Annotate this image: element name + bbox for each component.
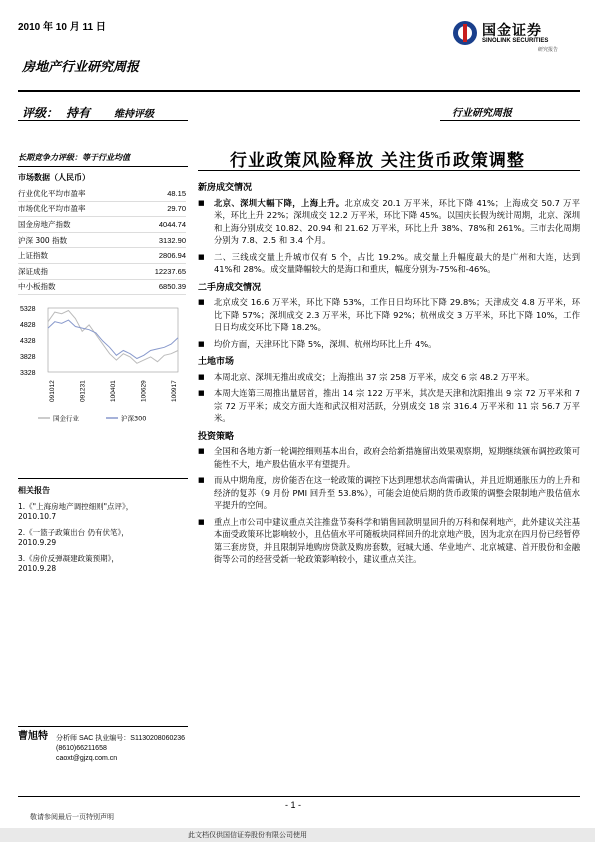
- report-text: 1.《"上海房地产调控细则"点评》，: [18, 501, 134, 511]
- list-item: [198, 516, 580, 566]
- market-value: 12237.65: [133, 263, 186, 279]
- list-item: [198, 251, 580, 276]
- market-row: [18, 232, 186, 248]
- analyst-license: 分析师 SAC 执业编号：S1130208060236: [56, 735, 186, 742]
- divider: [18, 796, 580, 797]
- x-tick-label: 100401: [110, 380, 117, 402]
- list-item: [198, 371, 580, 384]
- section-list: [198, 197, 580, 276]
- market-label: 上证指数: [18, 248, 133, 264]
- analyst-email[interactable]: caoxt@gjzq.com.cn: [56, 755, 118, 762]
- list-item: [198, 445, 580, 470]
- divider: [18, 90, 580, 92]
- market-value: 2806.94: [133, 248, 186, 264]
- item-text: 重点上市公司中建议重点关注推盘节奏科学和销售回款明显回升的万科和保利地产，此外建议关注基本面受政策环比影响较小，且估值水平可随板块同样回升的北京地产股，因为北京在四月份已经暂停第三套房贷，并且限制异地购房贷款及购房套数，冠城大通、华业地产、北京城建、首开股份和金融街等公司的经营受新一轮政策影响较小，建议重点关注。: [214, 516, 580, 564]
- rating-sub: 维持评级: [114, 109, 155, 120]
- report-item[interactable]: [18, 554, 188, 575]
- item-text: 均价方面，天津环比下降 5%，深圳、杭州均环比上升 4%。: [214, 338, 437, 349]
- divider: [18, 120, 188, 121]
- section-list: [198, 371, 580, 425]
- y-tick-label: 5328: [20, 306, 36, 313]
- x-tick-label: 100917: [171, 380, 178, 402]
- list-item: [198, 296, 580, 334]
- item-text: 北京成交 20.1 万平米，环比下降 41%；上海成交 50.7 万平米，环比上升 22%；深圳成交 12.2 万平米，环比下降 45%。以国庆长假为统计周期，北京、深圳和上海分别成交 10.82、20.94 和 21.62 万平米，环比上升 38%、78%和 261%。三市去化周期分别为 7.8、2.5 和 3.4 个月。: [214, 197, 580, 245]
- section-heading: 投资策略: [198, 431, 235, 442]
- section-list: [198, 445, 580, 566]
- disclaimer: 敬请参阅最后一页特别声明: [30, 813, 114, 821]
- market-row: [18, 263, 186, 279]
- competition-rating: 长期竞争力评级：等于行业均值: [18, 153, 130, 162]
- analyst-phone: (8610)66211658: [56, 745, 107, 752]
- x-tick-label: 091231: [79, 380, 87, 402]
- logo-mark-icon: [452, 20, 478, 46]
- rating: [22, 104, 154, 121]
- divider: [198, 170, 580, 171]
- legend-label: 国金行业: [53, 414, 79, 423]
- document-title: 房地产行业研究周报: [22, 60, 140, 75]
- market-value: 3132.90: [133, 232, 186, 248]
- report-date: 2010.9.29: [18, 538, 57, 547]
- section-heading: 新房成交情况: [198, 183, 253, 193]
- market-title: 市场数据（人民币）: [18, 173, 90, 182]
- item-lead: 北京、深圳大幅下降，上海上升。: [214, 197, 345, 208]
- report-text: 3.《房价反弹凝建政策预期》，: [18, 553, 119, 563]
- logo-en: SINOLINK SECURITIES: [482, 38, 549, 44]
- item-text: 而从中期角度，房价能否在这一轮政策的调控下达到理想状态尚需确认，并且近期通胀压力的上升和经济的复苏（9 月份 PMI 回升至 53.8%），可能会迫使后期的货币政策的调整会限制地产股估值水平提升的空间。: [214, 475, 580, 510]
- section-list: [198, 296, 580, 350]
- report-type: 行业研究周报: [452, 108, 512, 119]
- chart-svg: [18, 304, 188, 434]
- section-heading: 二手房成交情况: [198, 282, 262, 293]
- market-value: 29.70: [133, 201, 186, 217]
- divider: [18, 166, 188, 167]
- list-item: [198, 474, 580, 512]
- main-title: 行业政策风险释放 关注货币政策调整: [230, 151, 525, 171]
- market-label: 沪深 300 指数: [18, 232, 133, 248]
- item-text: 全国和各地方新一轮调控细则基本出台，政府会给新措施留出效果观察期，短期继续颁布调控政策可能性不大，地产股估值水平有望提升。: [214, 446, 580, 469]
- report-text: 2.《一篮子政策出台 仍有伏笔》，: [18, 527, 129, 537]
- market-data: [18, 172, 188, 295]
- market-label: 行业优化平均市盈率: [18, 186, 133, 201]
- item-text: 本周大连第三周推出量居首，推出 14 宗 122 万平米，其次是天津和沈阳推出 9 宗 72 万平米和 7 宗 72 万平米；成交方面大连和武汉相对活跃，分别成交 18 宗 316.4 万平米和 11 宗 56.7 万平米。: [214, 388, 580, 423]
- market-label: 国金房地产指数: [18, 217, 133, 233]
- report-date: 2010.10.7: [18, 512, 57, 521]
- item-text: 二、三线成交量上升城市仅有 5 个，占比 19.2%。成交量上升幅度最大的是广州和大连，达到 41%和 28%。成交量降幅较大的是海口和重庆，幅度分别为-75%和-46%。: [214, 251, 580, 274]
- index-chart: [18, 304, 188, 434]
- list-item: [198, 338, 580, 351]
- y-tick-label: 4328: [20, 338, 36, 345]
- analyst-name: 曹旭特: [18, 731, 48, 742]
- market-label: 市场优化平均市盈率: [18, 201, 133, 217]
- divider: [18, 478, 188, 479]
- rating-label: 评级：: [22, 106, 59, 120]
- item-text: 北京成交 16.6 万平米，环比下降 53%，工作日日均环比下降 29.8%；天津成交 4.8 万平米，环比下降 57%；深圳成交 2.3 万平米，环比下降 92%；杭州成交 3 万平米，环比下降 10%，工作日日均成交环比下降 18.2%。: [214, 297, 580, 332]
- logo-cn: 国金证券: [482, 23, 542, 39]
- series-line-1: [48, 320, 178, 358]
- y-tick-label: 4828: [20, 322, 36, 329]
- market-row: [18, 186, 186, 201]
- market-label: 深证成指: [18, 263, 133, 279]
- report-date: 2010.9.28: [18, 564, 57, 573]
- x-tick-label: 100629: [140, 380, 148, 402]
- footer-text: 此文档仅供国信证券股份有限公司使用: [188, 831, 307, 839]
- legend-label: 沪深300: [121, 414, 147, 423]
- company-logo: [452, 18, 582, 58]
- section-heading: 土地市场: [198, 357, 235, 367]
- market-value: 48.15: [133, 186, 186, 201]
- main-body: [198, 176, 580, 570]
- rating-value: 持有: [66, 106, 91, 120]
- report-date: 2010 年 10 月 11 日: [18, 22, 106, 33]
- page-number: - 1 -: [285, 800, 302, 810]
- list-item: [198, 387, 580, 425]
- divider: [440, 120, 580, 121]
- x-tick-label: 091012: [49, 380, 56, 402]
- list-item: [198, 197, 580, 247]
- series-line-0: [48, 311, 178, 364]
- market-row: [18, 217, 186, 233]
- market-value: 4044.74: [133, 217, 186, 233]
- market-row: [18, 248, 186, 264]
- y-tick-label: 3828: [20, 354, 36, 361]
- market-table: [18, 186, 186, 295]
- plot-area: [48, 308, 178, 372]
- market-row: [18, 279, 186, 295]
- y-tick-label: 3328: [20, 370, 36, 377]
- item-text: 本周北京、深圳无推出或成交；上海推出 37 宗 258 万平米，成交 6 宗 48.2 万平米。: [214, 371, 535, 382]
- related-reports: [18, 486, 188, 575]
- divider: [18, 726, 188, 727]
- logo-sub: 研究报告: [538, 47, 559, 53]
- reports-title: 相关报告: [18, 486, 50, 495]
- report-item[interactable]: [18, 528, 188, 549]
- report-item[interactable]: [18, 502, 188, 523]
- market-value: 6850.39: [133, 279, 186, 295]
- market-row: [18, 201, 186, 217]
- market-label: 中小板指数: [18, 279, 133, 295]
